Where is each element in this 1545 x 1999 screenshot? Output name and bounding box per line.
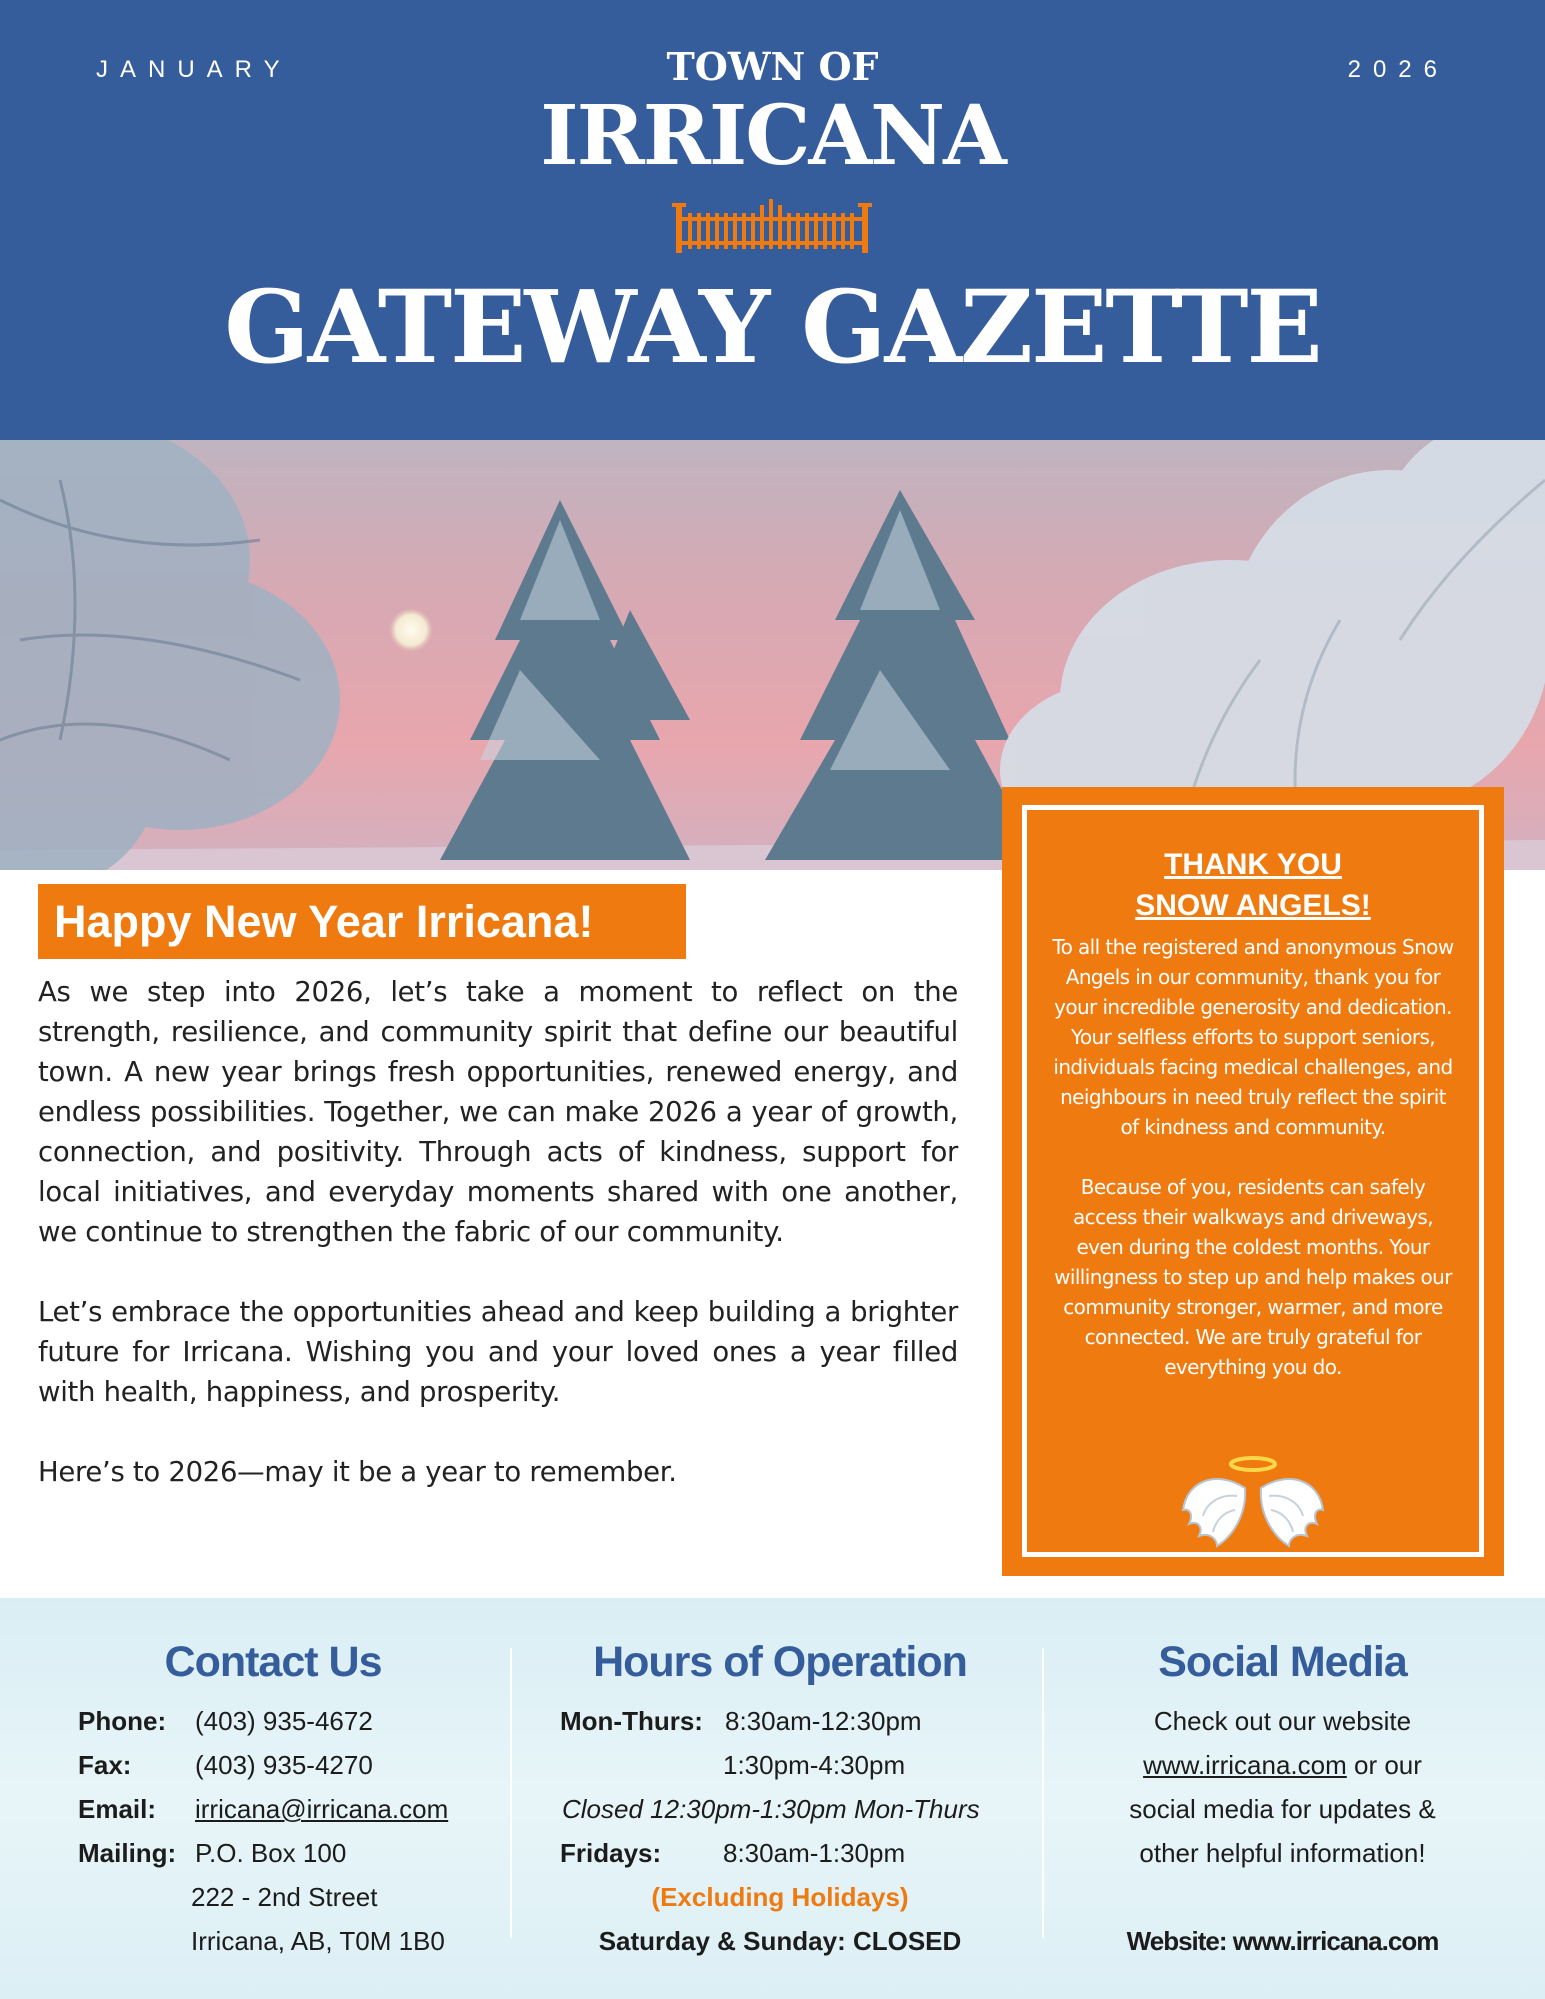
snow-angels-heading-line: SNOW ANGELS! [1135,889,1371,922]
contact-heading: Contact Us [164,1638,382,1686]
snow-angels-heading [1027,844,1479,926]
snow-angels-text [1051,932,1455,1412]
website-link[interactable]: www.irricana.com [1143,1750,1347,1780]
social-text: other helpful information! [1139,1838,1426,1868]
fridays-hours: 8:30am-1:30pm [723,1838,906,1868]
article-paragraph: Let’s embrace the opportunities ahead and keep building a brighter future for Irricana. Wishing you and your loved ones a year filled with health, happiness, and prosperity. [38,1296,958,1408]
gate-fence-icon [672,195,872,255]
weekend-hours: Saturday & Sunday: CLOSED [598,1926,962,1956]
article-paragraph: As we step into 2026, let’s take a moment to reflect on the strength, resilience, and community spirit that define our beautiful town. A new year brings fresh opportunities, renewed energy, and endless possibilities. Together, we can make 2026 a year of growth, connection, and positivity. Through acts of kindness, support for local initiatives, and everyday moments shared with one another, we continue to strengthen the fabric of our community. [38,976,958,1248]
angel-wings-halo-icon [1177,1450,1329,1550]
column-divider [510,1648,512,1938]
snow-angels-box [1002,787,1504,1576]
mailing-label: Mailing: [78,1838,177,1868]
hours-heading: Hours of Operation [593,1638,967,1686]
email-link[interactable]: irricana@irricana.com [195,1794,449,1824]
town-of-label: TOWN OF [666,44,879,89]
monthurs-hours: 1:30pm-4:30pm [723,1750,906,1780]
social-text: social media for updates & [1129,1794,1436,1824]
email-row [78,1794,156,1825]
issue-month: JANUARY [96,56,292,83]
monthurs-label: Mon-Thurs: [560,1706,703,1736]
fax-label: Fax: [78,1750,132,1780]
social-text [1075,1750,1490,1781]
masthead [0,0,1545,440]
social-heading: Social Media [1158,1638,1407,1686]
holidays-note: (Excluding Holidays) [651,1882,909,1912]
website-url[interactable]: Website: www.irricana.com [1126,1926,1439,1956]
new-year-heading: Happy New Year Irricana! [38,884,686,959]
article-paragraph: Here’s to 2026—may it be a year to remember. [38,1456,677,1488]
mailing-line: 222 - 2nd Street [191,1882,378,1912]
column-divider [1042,1648,1044,1938]
social-text: Check out our website [1153,1706,1412,1736]
snow-angels-paragraph: To all the registered and anonymous Snow Angels in our community, thank you for your incredible generosity and dedication. Your selfless efforts to support seniors, individuals facing medical challenges, and neighbours in need truly reflect the spirit of kindness and community. [1052,935,1454,1139]
town-name: IRRICANA [540,88,1005,184]
email-label: Email: [78,1794,157,1824]
closed-note: Closed 12:30pm-1:30pm Mon-Thurs [562,1794,980,1824]
new-year-article [38,972,958,1492]
newsletter-title: GATEWAY GAZETTE [224,268,1321,386]
phone-row [78,1706,166,1737]
mailing-line: Irricana, AB, T0M 1B0 [191,1926,445,1956]
fax-number: (403) 935-4270 [195,1750,373,1780]
moon-icon [389,608,433,652]
monthurs-hours: 8:30am-12:30pm [725,1706,922,1736]
footer-info [0,1598,1545,1999]
snow-angels-heading-line: THANK YOU [1164,848,1342,881]
issue-year: 2026 [1347,56,1449,83]
fridays-label: Fridays: [560,1838,662,1868]
phone-number[interactable]: (403) 935-4672 [195,1706,373,1736]
snow-angels-paragraph: Because of you, residents can safely access their walkways and driveways, even during the coldest months. Your willingness to step up and help makes our community stronger, warmer, and more connected. We are truly grateful for everything you do. [1054,1175,1452,1379]
phone-label: Phone: [78,1706,167,1736]
social-text-suffix: or our [1346,1750,1422,1780]
fax-row [78,1750,131,1781]
mailing-line: P.O. Box 100 [195,1838,347,1868]
mailing-row [78,1838,176,1869]
snow-angels-frame [1022,805,1484,1557]
